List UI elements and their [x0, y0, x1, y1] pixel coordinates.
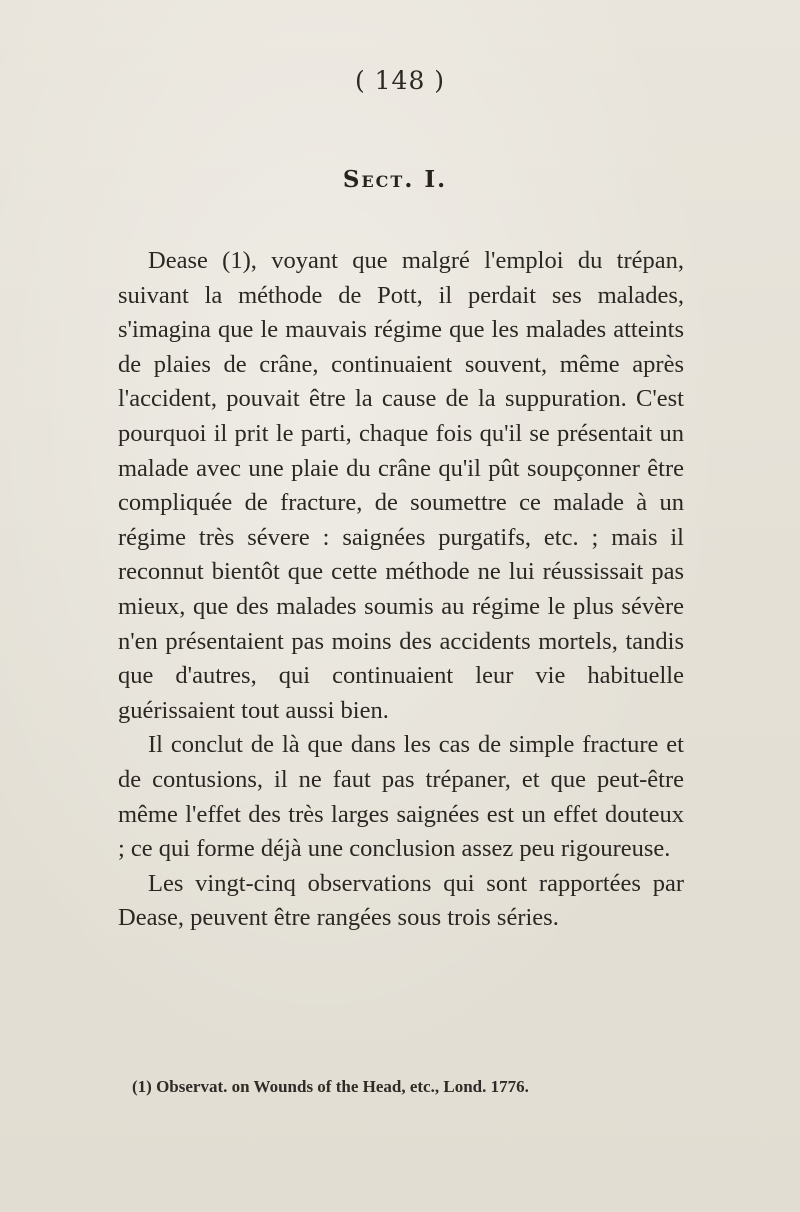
section-title: Sect. I. — [342, 166, 448, 193]
paragraph: Les vingt-cinq observations qui sont rapportées par Dease, peuvent être rangées sous trois séries. — [118, 869, 684, 932]
footnote: (1) Observat. on Wounds of the Head, etc., Lond. 1776. — [132, 1077, 529, 1096]
body-text — [118, 244, 684, 936]
paragraph: Il conclut de là que dans les cas de simple fracture et de contusions, il ne faut pas trépaner, et que peut-être même l'effet des très larges saignées est un effet douteux ; ce qui forme déjà une conclusion assez peu rigoureuse. — [118, 731, 684, 863]
paragraph: Dease (1), voyant que malgré l'emploi du trépan, suivant la méthode de Pott, il perdait ses malades, s'imagina que le mauvais régime que les malades atteints de plaies de crâne, continuaient souvent, même après l'accident, pouvait être la cause de la suppuration. C'est pourquoi il prit le parti, chaque fois qu'il se présentait un malade avec une plaie du crâne qu'il pût soupçonner être compliquée de fracture, de soumettre ce malade à un régime très sévere : saignées purgatifs, etc. ; mais il reconnut bientôt que cette méthode ne lui réussissait pas mieux, que des malades soumis au régime le plus sévère n'en présentaient pas moins des accidents mortels, tandis que d'autres, qui continuaient leur vie habituelle guérissaient tout aussi bien. — [118, 247, 684, 724]
page-number: ( 148 ) — [354, 66, 446, 95]
